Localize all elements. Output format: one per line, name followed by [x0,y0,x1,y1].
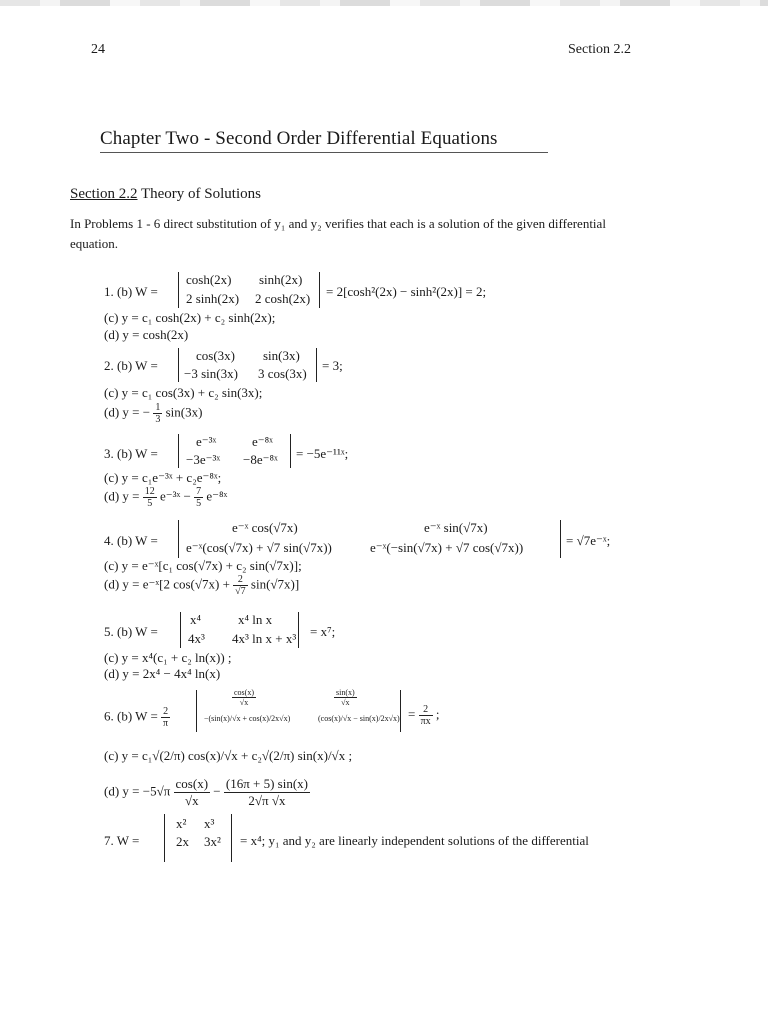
p4-c: (c) y = e⁻ˣ[c₁ cos(√7x) + c₂ sin(√7x)]; [104,558,302,573]
p6-d-mid: − [213,783,221,799]
p2-m11: cos(3x) [196,348,235,363]
p2-d-num: 1 [155,402,161,413]
p6-m11-num: cos(x) [234,688,254,697]
p3-m21: −3e⁻³ˣ [186,452,221,467]
p1-m12: sinh(2x) [259,272,303,287]
p6-m12-den: √x [341,698,350,707]
page-number: 24 [91,42,105,57]
p5-m21: 4x³ [188,631,205,646]
p2-m22: 3 cos(3x) [258,366,307,381]
p2-result: = 3; [322,358,343,373]
p6-d-frac2 [224,776,310,809]
p6-d [104,776,310,809]
p6-res-den: πx [420,716,431,727]
section-heading [70,186,261,203]
p2-bar-right [316,348,317,382]
p4-result: = √7e⁻ˣ; [566,533,611,548]
p6-res-pre: = [408,706,416,722]
p6-d-n2: (16π + 5) sin(x) [225,776,309,791]
p4-m22: e⁻ˣ(−sin(√7x) + √7 cos(√7x)) [370,540,524,555]
p3-d [104,486,227,509]
p3-d-pre: (d) y = [104,488,140,504]
p1-c: (c) y = c₁ cosh(2x) + c₂ sinh(2x); [104,310,276,325]
p6-pre-den: π [163,718,169,729]
p7-bar-right [231,814,232,862]
chapter-title: Chapter Two - Second Order Differential Equations [100,128,498,149]
p1-result: = 2[cosh²(2x) − sinh²(2x)] = 2; [326,284,487,299]
p6-c: (c) y = c₁√(2/π) cos(x)/√x + c₂√(2/π) sin(x)/√x ; [104,748,353,763]
p5-c: (c) y = x⁴(c₁ + c₂ ln(x)) ; [104,650,232,665]
p3-d-mid: e⁻³ˣ − [160,488,191,504]
scan-edge [0,0,768,6]
p5-result: = x⁷; [310,624,336,639]
p3-d-d2: 5 [196,498,202,509]
p6-res-post: ; [435,706,440,722]
p1-m11: cosh(2x) [186,272,232,287]
p1-bar-right [319,272,320,308]
p4-d [104,574,299,597]
p4-d-post: sin(√7x)] [250,576,300,592]
p6-label-block [104,706,170,729]
p6-d-n1: cos(x) [175,776,209,791]
p3-d-d1: 5 [147,498,153,509]
p3-bar-right [290,434,291,468]
p1-label: 1. (b) W = [104,284,158,299]
p6-result [408,704,440,727]
p6-label: 6. (b) W = [104,708,158,724]
p4-m11: e⁻ˣ cos(√7x) [232,520,298,535]
p7-m21: 2x [176,834,189,849]
running-header: Section 2.2 [568,42,631,57]
p6-bar-right [400,690,401,732]
p5-bar-right [298,612,299,648]
p4-bar-left [178,520,179,558]
chapter-rule [100,152,548,153]
p3-label: 3. (b) W = [104,446,158,461]
p6-m12 [334,688,357,707]
p5-m12: x⁴ ln x [238,612,273,627]
p3-c: (c) y = c₁e⁻³ˣ + c₂e⁻⁸ˣ; [104,470,222,485]
p1-bar-left [178,272,179,308]
p3-bar-left [178,434,179,468]
p4-m12: e⁻ˣ sin(√7x) [424,520,488,535]
p2-label: 2. (b) W = [104,358,158,373]
p6-pre-frac [161,706,170,729]
p3-d-frac1 [143,486,157,509]
p6-m12-frac [334,688,357,707]
p2-m21: −3 sin(3x) [184,366,238,381]
p3-d-post: e⁻⁸ˣ [206,488,228,504]
p7-m22: 3x² [204,834,221,849]
p5-m22: 4x³ ln x + x³ [232,631,297,646]
p3-d-n1: 12 [144,486,155,497]
p2-bar-left [178,348,179,382]
p1-m22: 2 cosh(2x) [255,291,311,306]
p3-result: = −5e⁻¹¹ˣ; [296,446,349,461]
p4-bar-right [560,520,561,558]
p6-bar-left [196,690,197,732]
p3-m11: e⁻³ˣ [196,434,217,449]
p2-d-pre: (d) y = − [104,404,151,420]
p6-res-num: 2 [419,704,433,716]
p6-d-pre: (d) y = −5√π [104,783,171,799]
p3-m12: e⁻⁸ˣ [252,434,273,449]
intro-paragraph: In Problems 1 - 6 direct substitution of y₁ and y₂ verifies that each is a solution of the given differential equation. [70,216,606,251]
p2-d-frac [153,402,162,425]
p1-m21: 2 sinh(2x) [186,291,240,306]
p5-m11: x⁴ [190,612,202,627]
p5-d: (d) y = 2x⁴ − 4x⁴ ln(x) [104,666,221,681]
p2-d [104,402,202,425]
p1-d: (d) y = cosh(2x) [104,327,189,342]
p2-d-den: 3 [155,414,161,425]
p7-label: 7. W = [104,833,140,848]
section-number: Section 2.2 [70,186,138,202]
p4-d-den: √7 [235,586,246,597]
p6-d-d1: √x [184,793,199,808]
p6-d-frac1 [174,776,211,809]
p2-d-post: sin(3x) [165,404,203,420]
p2-c: (c) y = c₁ cos(3x) + c₂ sin(3x); [104,385,263,400]
p6-m11-den: √x [239,698,249,707]
p5-bar-left [180,612,181,648]
p3-m22: −8e⁻⁸ˣ [243,452,278,467]
p4-m21: e⁻ˣ(cos(√7x) + √7 sin(√7x)) [186,540,332,555]
p6-m21: −(sin(x)/√x + cos(x)/2x√x) [204,714,291,723]
p3-d-n2: 7 [196,486,202,497]
p5-label: 5. (b) W = [104,624,158,639]
section-title: Theory of Solutions [140,186,261,202]
p6-m22: (cos(x)/√x − sin(x)/2x√x) [318,714,400,723]
p4-d-frac [233,574,248,597]
p6-pre-num: 2 [161,706,170,718]
p4-label: 4. (b) W = [104,533,158,548]
p4-d-num: 2 [233,574,248,586]
p6-res-frac [419,704,433,727]
p6-m11-frac [232,688,256,707]
p4-d-pre: (d) y = e⁻ˣ[2 cos(√7x) + [104,576,230,592]
p7-bar-left [164,814,165,862]
p7-result: = x⁴; y₁ and y₂ are linearly independent solutions of the differential [240,833,589,848]
p6-m12-num: sin(x) [336,688,355,697]
p3-d-frac2 [194,486,203,509]
p7-m11: x² [176,816,187,831]
p6-d-d2: 2√π √x [248,793,286,808]
p2-m12: sin(3x) [263,348,300,363]
p6-m11 [232,688,256,707]
p7-m12: x³ [204,816,215,831]
